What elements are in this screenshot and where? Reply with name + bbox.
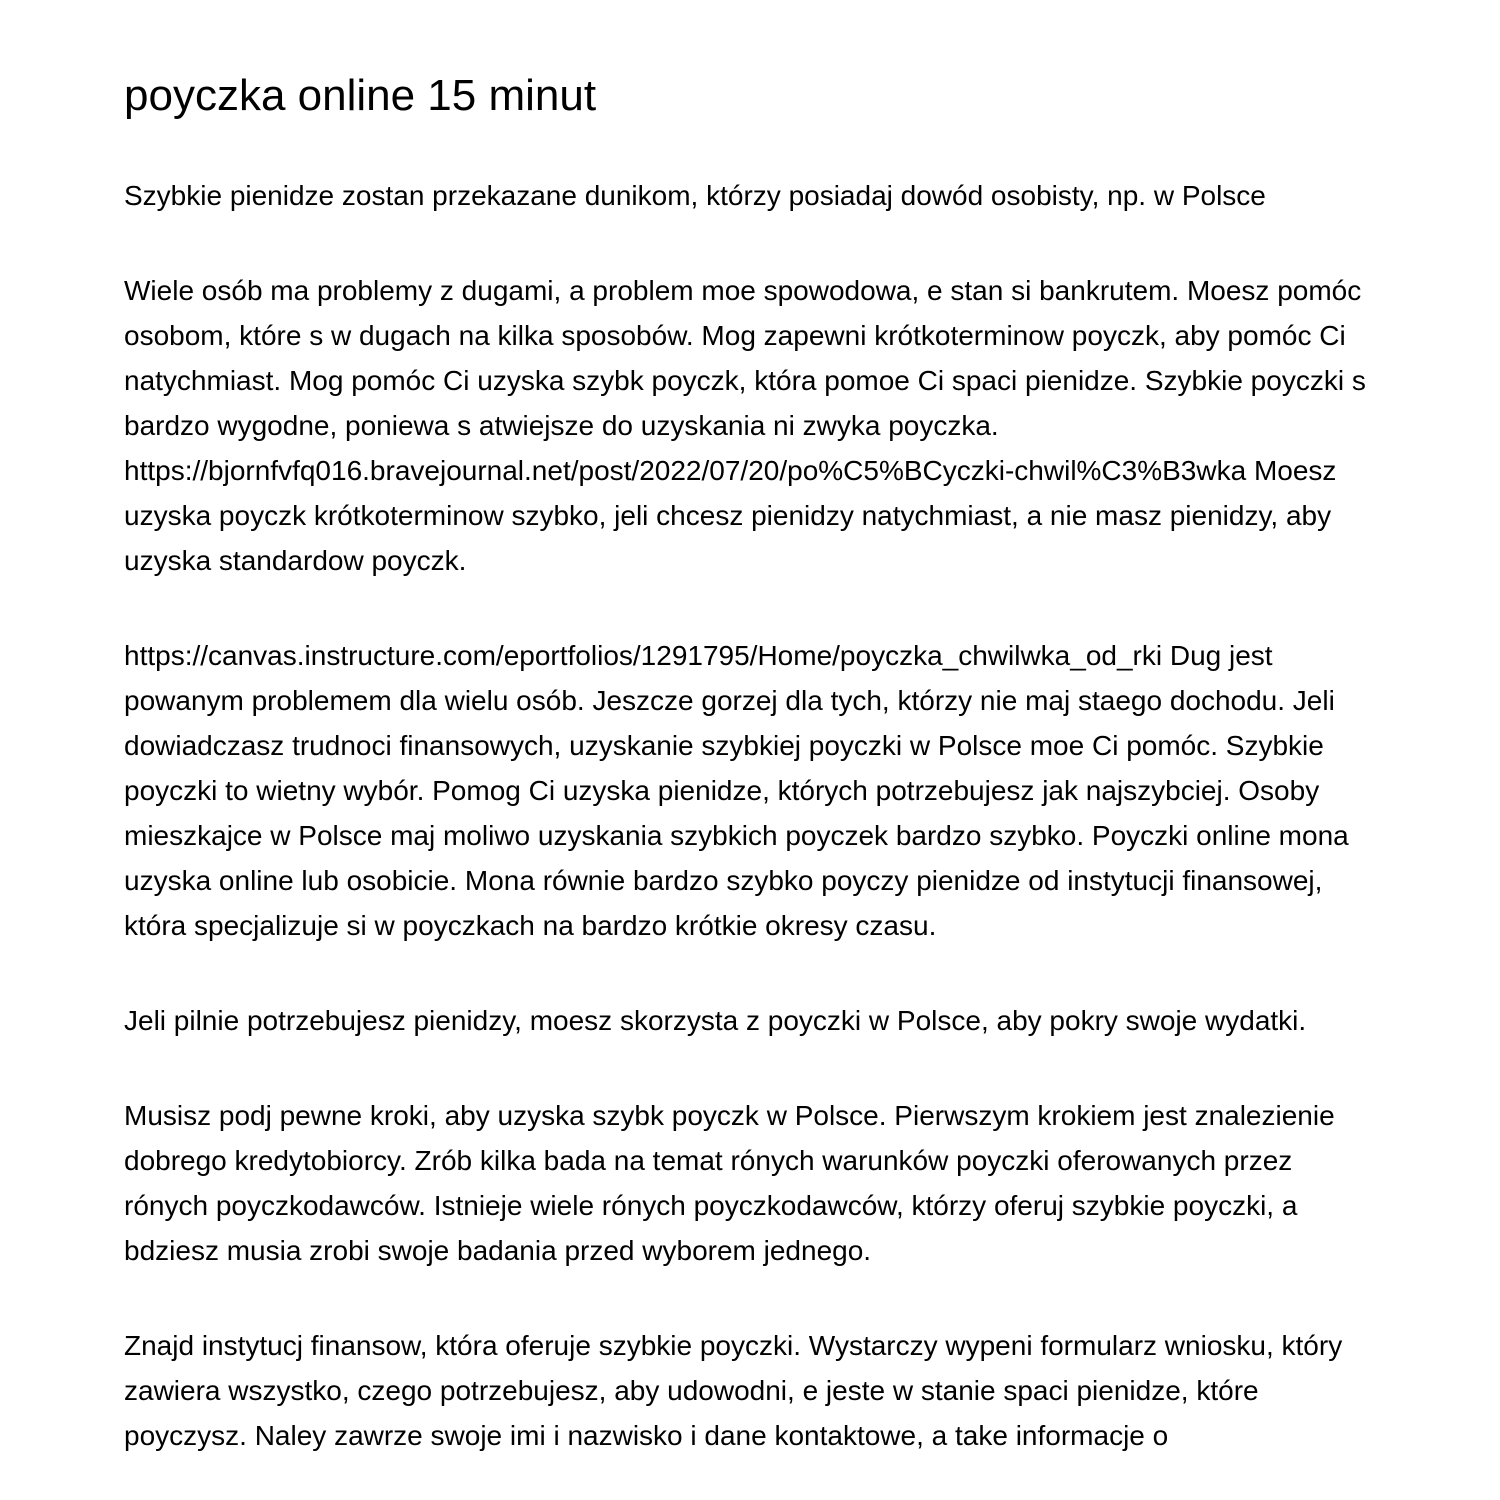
body-paragraph: Znajd instytucj finansow, która oferuje szybkie poyczki. Wystarczy wypeni formularz wniosku, który zawiera wszystko, czego potrzebujesz, aby udowodni, e jeste w stanie spaci pienidze, które poyczysz. Naley zawrze swoje imi i nazwisko i dane kontaktowe, a take informacje o <box>124 1329 1343 1451</box>
page-title: poyczka online 15 minut <box>124 71 597 120</box>
body-paragraph: https://canvas.instructure.com/eportfolios/1291795/Home/poyczka_chwilwka_od_rki Dug jest powanym problemem dla wielu osób. Jeszcze gorzej dla tych, którzy nie maj staego dochodu. Jeli dowiadczasz trudnoci finansowych, uzyskanie szybkiej poyczki w Polsce moe Ci pomóc. Szybkie poyczki to wietny wybór. Pomog Ci uzyska pienidze, których potrzebujesz jak najszybciej. Osoby mieszkajce w Polsce maj moliwo uzyskania szybkich poyczek bardzo szybko. Poyczki online mona uzyska online lub osobicie. Mona równie bardzo szybko poyczy pienidze od instytucji finansowej, która specjalizuje si w poyczkach na bardzo krótkie okresy czasu. <box>124 639 1349 941</box>
body-paragraph: Musisz podj pewne kroki, aby uzyska szybk poyczk w Polsce. Pierwszym krokiem jest znalezienie dobrego kredytobiorcy. Zrób kilka bada na temat rónych warunków poyczki oferowanych przez rónych poyczkodawców. Istnieje wiele rónych poyczkodawców, którzy oferuj szybkie poyczki, a bdziesz musia zrobi swoje badania przed wyborem jednego. <box>124 1099 1335 1266</box>
body-paragraph: Szybkie pienidze zostan przekazane dunikom, którzy posiadaj dowód osobisty, np. w Polsce <box>124 179 1266 211</box>
body-paragraph: Wiele osób ma problemy z dugami, a problem moe spowodowa, e stan si bankrutem. Moesz pomóc osobom, które s w dugach na kilka sposobów. Mog zapewni krótkoterminow poyczk, aby pomóc Ci natychmiast. Mog pomóc Ci uzyska szybk poyczk, która pomoe Ci spaci pienidze. Szybkie poyczki s bardzo wygodne, poniewa s atwiejsze do uzyskania ni zwyka poyczka. https://bjornfvfq016.bravejournal.net/post/2022/07/20/po%C5%BCyczki-chwil%C3%B3wka Moesz uzyska poyczk krótkoterminow szybko, jeli chcesz pienidzy natychmiast, a nie masz pienidzy, aby uzyska standardow poyczk. <box>124 274 1366 576</box>
body-paragraph: Jeli pilnie potrzebujesz pienidzy, moesz skorzysta z poyczki w Polsce, aby pokry swoje wydatki. <box>124 1004 1307 1036</box>
